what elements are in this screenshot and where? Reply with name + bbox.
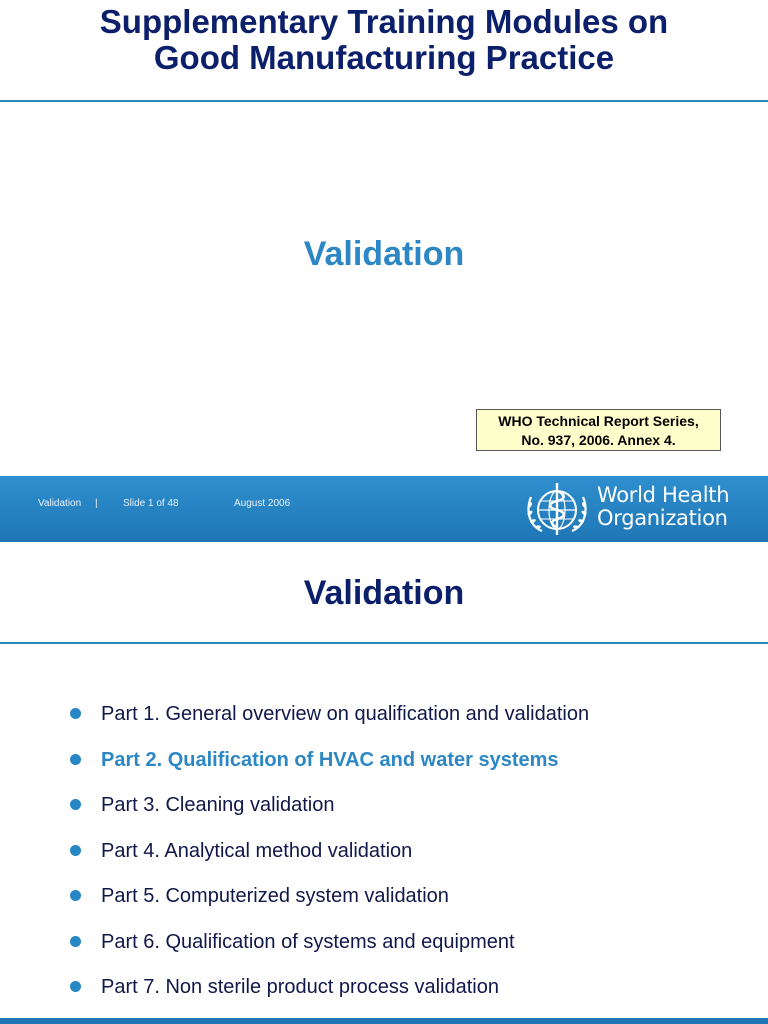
- bullet-icon: [70, 754, 81, 765]
- list-item-label: Part 4. Analytical method validation: [101, 839, 413, 862]
- title-line-1: Supplementary Training Modules on: [99, 3, 669, 40]
- list-item: [70, 973, 589, 1019]
- footer-band-edge: [0, 1018, 768, 1024]
- reference-line-2: No. 937, 2006. Annex 4.: [521, 432, 676, 448]
- bullet-icon: [70, 845, 81, 856]
- list-item-label: Part 2. Qualification of HVAC and water systems: [101, 748, 559, 771]
- list-item-highlighted: [70, 746, 589, 792]
- list-item: [70, 700, 589, 746]
- reference-line-1: WHO Technical Report Series,: [498, 413, 699, 429]
- who-wordmark: [597, 484, 729, 530]
- footer-module: Validation: [38, 498, 82, 509]
- bullet-icon: [70, 890, 81, 901]
- bullet-icon: [70, 936, 81, 947]
- list-item-label: Part 3. Cleaning validation: [101, 794, 335, 816]
- title-line-2: Good Manufacturing Practice: [153, 39, 615, 76]
- org-name-line-2: Organization: [597, 506, 728, 530]
- slide-subtitle: Validation: [303, 235, 465, 273]
- title-divider: [0, 642, 768, 644]
- list-item: [70, 882, 589, 928]
- who-emblem-icon: [522, 479, 592, 539]
- footer-separator: |: [95, 498, 98, 509]
- list-item-label: Part 1. General overview on qualification and validation: [101, 703, 590, 725]
- bullet-icon: [70, 799, 81, 810]
- reference-box: [476, 409, 721, 451]
- module-parts-list: [70, 700, 589, 1019]
- list-item: [70, 791, 589, 837]
- bullet-icon: [70, 981, 81, 992]
- title-divider: [0, 100, 768, 102]
- slide-title: [0, 4, 768, 76]
- slide-footer: [0, 476, 768, 542]
- list-item: [70, 928, 589, 974]
- slide-title: Validation: [303, 574, 465, 612]
- list-item-label: Part 5. Computerized system validation: [101, 885, 449, 907]
- contents-slide: [0, 544, 768, 1024]
- list-item-label: Part 6. Qualification of systems and equipment: [101, 930, 515, 953]
- org-name-line-1: World Health: [597, 483, 730, 507]
- footer-date: August 2006: [234, 498, 291, 509]
- bullet-icon: [70, 708, 81, 719]
- list-item: [70, 837, 589, 883]
- list-item-label: Part 7. Non sterile product process validation: [101, 976, 499, 998]
- footer-slide-number: Slide 1 of 48: [123, 498, 179, 509]
